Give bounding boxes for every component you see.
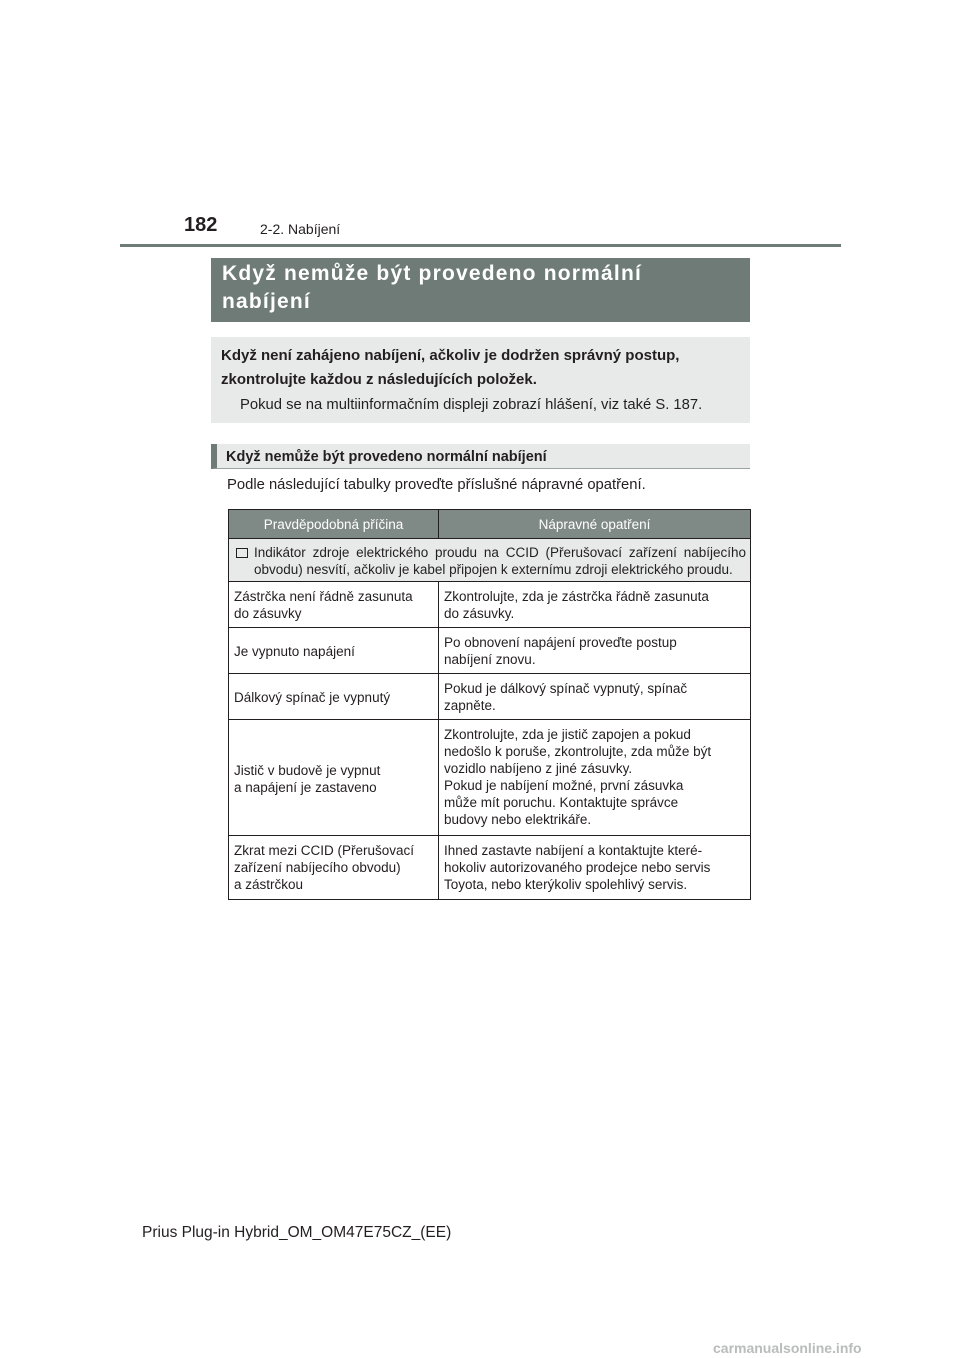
cause-line: a zástrčkou — [234, 877, 304, 892]
document-footer: Prius Plug-in Hybrid_OM_OM47E75CZ_(EE) — [142, 1224, 452, 1241]
title-banner — [211, 258, 750, 322]
remedy-cell — [439, 628, 751, 674]
remedy-cell — [439, 720, 751, 836]
subheading-bar — [211, 444, 750, 469]
lead-text: Podle následující tabulky proveďte příslušné nápravné opatření. — [227, 477, 646, 493]
remedy-line: zapněte. — [444, 698, 496, 713]
remedy-line: budovy nebo elektrikáře. — [444, 812, 592, 827]
remedy-cell — [439, 582, 751, 628]
remedy-line: hokoliv autorizovaného prodejce nebo servis — [444, 860, 711, 875]
cause-line: zařízení nabíjecího obvodu) — [234, 860, 401, 875]
cause-line: a napájení je zastaveno — [234, 779, 377, 795]
section-label: 2-2. Nabíjení — [260, 221, 341, 237]
table-header-row — [229, 510, 751, 539]
cause-cell — [229, 836, 439, 900]
page-number: 182 — [184, 214, 218, 236]
remedy-line: Zkontrolujte, zda je jistič zapojen a pokud — [444, 727, 691, 742]
page-title-line-2: nabíjení — [222, 290, 311, 313]
cause-cell — [229, 582, 439, 628]
cause-cell — [229, 674, 439, 720]
remedy-line: Pokud je dálkový spínač vypnutý, spínač — [444, 681, 688, 696]
remedy-line: Pokud je nabíjení možné, první zásuvka — [444, 778, 684, 793]
intro-instruction: Když není zahájeno nabíjení, ačkoliv je dodržen správný postup, zkontrolujte každou z následujících položek. — [221, 347, 680, 388]
remedy-line: nedošlo k poruše, zkontrolujte, zda může být — [444, 744, 712, 759]
cause-line: do zásuvky — [234, 606, 302, 621]
column-header-remedy: Nápravné opatření — [439, 510, 751, 539]
table-row — [229, 582, 751, 628]
table-row — [229, 628, 751, 674]
subheading: Když nemůže být provedeno normální nabíjení — [226, 449, 547, 465]
watermark: carmanualsonline.info — [713, 1340, 862, 1356]
cause-line: Zástrčka není řádně zasunuta — [234, 589, 413, 604]
column-header-cause: Pravděpodobná příčina — [229, 510, 439, 539]
troubleshooting-table — [228, 509, 751, 900]
header-divider — [120, 244, 841, 247]
table-row — [229, 720, 751, 836]
table-row — [229, 836, 751, 900]
remedy-cell — [439, 836, 751, 900]
cause-line: Jistič v budově je vypnut — [234, 762, 381, 778]
cause-cell — [229, 720, 439, 836]
table-section-row — [229, 539, 751, 582]
remedy-line: vozidlo nabíjeno z jiné zásuvky. — [444, 761, 633, 776]
remedy-line: Zkontrolujte, zda je zástrčka řádně zasunuta — [444, 589, 709, 604]
table-section-cell — [229, 539, 751, 582]
table-row — [229, 674, 751, 720]
remedy-line: může mít poruchu. Kontaktujte správce — [444, 795, 679, 810]
remedy-line: do zásuvky. — [444, 606, 515, 621]
remedy-cell — [439, 674, 751, 720]
remedy-line: Po obnovení napájení proveďte postup — [444, 635, 677, 650]
remedy-line: nabíjení znovu. — [444, 652, 536, 667]
cause-line: Zkrat mezi CCID (Přerušovací — [234, 843, 415, 858]
remedy-line: Toyota, nebo kterýkoliv spolehlivý servis. — [444, 877, 688, 892]
table-section-label: Indikátor zdroje elektrického proudu na CCID (Přerušovací zařízení nabíjecího obvodu) nesvítí, ačkoliv je kabel připojen k externímu zdroji elektrického proudu. — [254, 545, 746, 577]
cause-cell — [229, 628, 439, 674]
remedy-line: Ihned zastavte nabíjení a kontaktujte které- — [444, 843, 703, 858]
page-title-line-1: Když nemůže být provedeno normální — [222, 262, 643, 285]
cause-line: Dálkový spínač je vypnutý — [234, 690, 391, 705]
cause-line: Je vypnuto napájení — [234, 644, 355, 659]
intro-note: Pokud se na multiinformačním displeji zobrazí hlášení, viz také S. 187. — [240, 397, 703, 413]
intro-box — [211, 337, 750, 423]
checkbox-icon — [236, 548, 248, 558]
